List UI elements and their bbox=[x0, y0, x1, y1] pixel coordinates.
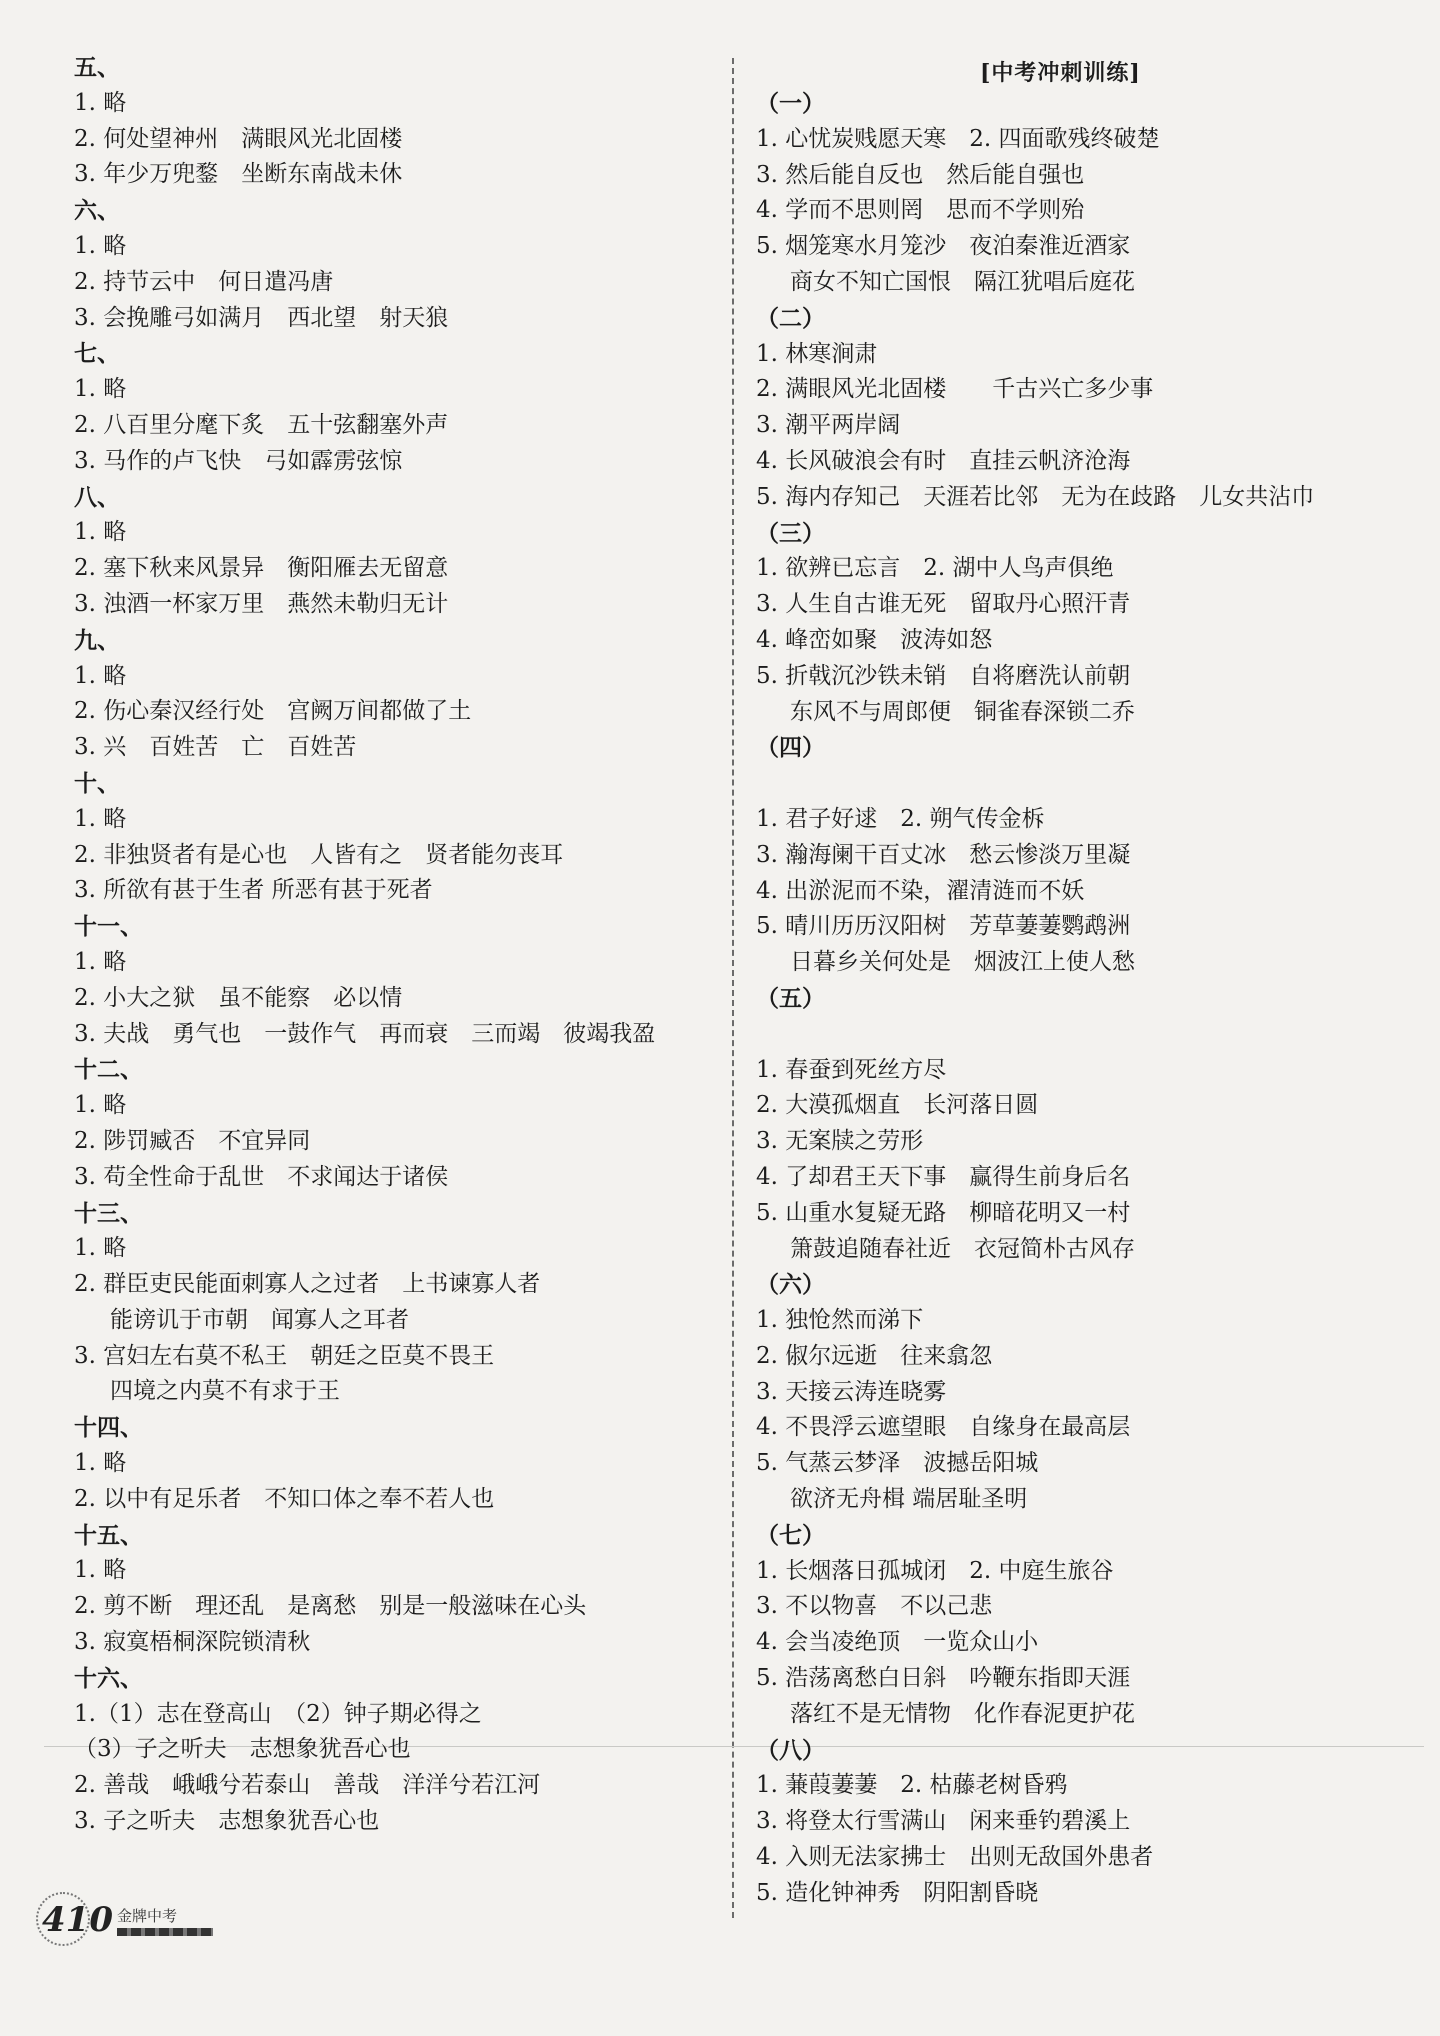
answer-line: 1. 心忧炭贱愿天寒 2. 四面歌残终破楚 bbox=[756, 125, 1160, 152]
answer-line: 4. 了却君王天下事 赢得生前身后名 bbox=[756, 1163, 1131, 1190]
blank-line bbox=[756, 1017, 1416, 1053]
answer-line: 1. 略 bbox=[74, 1092, 127, 1119]
answer-line: 1. 略 bbox=[74, 948, 127, 975]
answer-line: 3. 潮平两岸阔 bbox=[756, 412, 901, 439]
section-title: 十三、 bbox=[74, 1199, 143, 1227]
section-title: （三） bbox=[756, 519, 825, 547]
answer-line: 5. 山重水复疑无路 柳暗花明又一村 bbox=[756, 1199, 1131, 1226]
answer-line: 1. 春蚕到死丝方尽 bbox=[756, 1056, 947, 1083]
answer-line: 3. 会挽雕弓如满月 西北望 射天狼 bbox=[74, 304, 449, 331]
answer-line: 4. 学而不思则罔 思而不学则殆 bbox=[756, 197, 1085, 224]
answer-line: 3. 将登太行雪满山 闲来垂钓碧溪上 bbox=[756, 1808, 1131, 1835]
answer-line: 2. 伤心秦汉经行处 宫阙万间都做了土 bbox=[74, 698, 472, 725]
answer-line: 2. 群臣吏民能面刺寡人之过者 上书谏寡人者 bbox=[74, 1271, 541, 1298]
answer-line: 4. 会当凌绝顶 一览众山小 bbox=[756, 1629, 1039, 1656]
answer-line: 3. 瀚海阑干百丈冰 愁云惨淡万里凝 bbox=[756, 841, 1131, 868]
section-title: 十二、 bbox=[74, 1056, 143, 1084]
answer-line: 2. 善哉 峨峨兮若泰山 善哉 洋洋兮若江河 bbox=[74, 1772, 541, 1799]
section-title: （二） bbox=[756, 304, 825, 332]
answer-line: 5. 晴川历历汉阳树 芳草萋萋鹦鹉洲 bbox=[756, 913, 1131, 940]
answer-line: 1. 略 bbox=[74, 376, 127, 403]
section-title: 七、 bbox=[74, 340, 120, 368]
answer-line: 1. 林寒涧肃 bbox=[756, 340, 878, 367]
answer-line: 日暮乡关何处是 烟波江上使人愁 bbox=[790, 949, 1135, 976]
answer-line: 3. 所欲有甚于生者 所恶有甚于死者 bbox=[74, 877, 433, 904]
answer-line: 落红不是无情物 化作春泥更护花 bbox=[790, 1700, 1135, 1727]
answer-line: 4. 出淤泥而不染，濯清涟而不妖 bbox=[756, 877, 1085, 904]
answer-line: 1. 君子好逑 2. 朔气传金柝 bbox=[756, 805, 1045, 832]
column-divider bbox=[732, 58, 734, 1918]
answer-line: （3）子之听夫 志想象犹吾心也 bbox=[74, 1736, 411, 1763]
answer-line: 5. 浩荡离愁白日斜 吟鞭东指即天涯 bbox=[756, 1665, 1131, 1692]
answer-line: 5. 造化钟神秀 阴阳割昏晓 bbox=[756, 1879, 1039, 1906]
answer-line: 2. 以中有足乐者 不知口体之奉不若人也 bbox=[74, 1485, 495, 1512]
answer-line: 1.（1）志在登高山 （2）钟子期必得之 bbox=[74, 1700, 482, 1727]
answer-line: 1. 略 bbox=[74, 1450, 127, 1477]
answer-line: 3. 然后能自反也 然后能自强也 bbox=[756, 161, 1085, 188]
answer-line: 2. 非独贤者有是心也 人皆有之 贤者能勿丧耳 bbox=[74, 841, 564, 868]
page-number: 410 bbox=[42, 1900, 113, 1940]
section-title: （八） bbox=[756, 1736, 825, 1764]
answer-line: 4. 入则无法家拂士 出则无敌国外患者 bbox=[756, 1844, 1154, 1871]
answer-line: 3. 天接云涛连晓雾 bbox=[756, 1378, 947, 1405]
answer-line: 欲济无舟楫 端居耻圣明 bbox=[790, 1486, 1028, 1513]
answer-line: 5. 海内存知己 天涯若比邻 无为在歧路 儿女共沾巾 bbox=[756, 483, 1315, 510]
answer-line: 能谤讥于市朝 闻寡人之耳者 bbox=[110, 1306, 409, 1333]
section-title: 十六、 bbox=[74, 1664, 143, 1692]
answer-line: 3. 马作的卢飞快 弓如霹雳弦惊 bbox=[74, 447, 403, 474]
section-title: 五、 bbox=[74, 54, 120, 81]
answer-line: 3. 宫妇左右莫不私王 朝廷之臣莫不畏王 bbox=[74, 1342, 495, 1369]
answer-line: 4. 峰峦如聚 波涛如怒 bbox=[756, 626, 993, 653]
answer-line: 2. 何处望神州 满眼风光北固楼 bbox=[74, 125, 403, 152]
blank-line bbox=[756, 766, 1416, 802]
footer-logo bbox=[42, 1900, 213, 1940]
section-title: （七） bbox=[756, 1521, 825, 1549]
section-title: 十五、 bbox=[74, 1521, 143, 1549]
answer-line: 1. 略 bbox=[74, 662, 127, 689]
answer-line: 商女不知亡国恨 隔江犹唱后庭花 bbox=[790, 268, 1135, 295]
answer-line: 3. 年少万兜鍪 坐断东南战未休 bbox=[74, 161, 403, 188]
brand bbox=[117, 1905, 213, 1936]
answer-line: 3. 子之听夫 志想象犹吾心也 bbox=[74, 1808, 380, 1835]
answer-line: 箫鼓追随春社近 衣冠简朴古风存 bbox=[790, 1235, 1135, 1262]
right-column bbox=[756, 86, 1416, 1912]
answer-line: 4. 长风破浪会有时 直挂云帆济沧海 bbox=[756, 447, 1131, 474]
answer-line: 3. 人生自古谁无死 留取丹心照汗青 bbox=[756, 591, 1131, 618]
answer-line: 2. 俶尔远逝 往来翕忽 bbox=[756, 1342, 993, 1369]
section-title: （一） bbox=[756, 90, 825, 117]
brand-bar bbox=[117, 1928, 213, 1936]
answer-line: 1. 略 bbox=[74, 1557, 127, 1584]
answer-line: 5. 烟笼寒水月笼沙 夜泊秦淮近酒家 bbox=[756, 233, 1131, 260]
answer-line: 3. 寂寞梧桐深院锁清秋 bbox=[74, 1629, 311, 1656]
section-title: （六） bbox=[756, 1271, 825, 1299]
answer-line: 3. 夫战 勇气也 一鼓作气 再而衰 三而竭 彼竭我盈 bbox=[74, 1020, 656, 1047]
left-column bbox=[74, 50, 714, 1840]
answer-line: 1. 略 bbox=[74, 519, 127, 546]
answer-line: 1. 独怆然而涕下 bbox=[756, 1307, 924, 1334]
answer-line: 2. 八百里分麾下炙 五十弦翻塞外声 bbox=[74, 411, 449, 438]
answer-line: 1. 略 bbox=[74, 232, 127, 259]
gear-icon bbox=[36, 1892, 90, 1946]
section-title: 十四、 bbox=[74, 1414, 143, 1442]
section-title: （五） bbox=[756, 984, 825, 1012]
header-tag: [中考冲刺训练] bbox=[980, 60, 1141, 86]
answer-line: 5. 气蒸云梦泽 波撼岳阳城 bbox=[756, 1450, 1039, 1477]
section-title: （四） bbox=[756, 734, 825, 762]
section-title: 十一、 bbox=[74, 913, 143, 941]
answer-line: 2. 小大之狱 虽不能察 必以情 bbox=[74, 984, 403, 1011]
answer-line: 2. 剪不断 理还乱 是离愁 别是一般滋味在心头 bbox=[74, 1593, 587, 1620]
answer-line: 1. 略 bbox=[74, 1235, 127, 1262]
answer-line: 四境之内莫不有求于王 bbox=[110, 1378, 340, 1405]
answer-line: 2. 塞下秋来风景异 衡阳雁去无留意 bbox=[74, 555, 449, 582]
answer-line: 3. 浊酒一杯家万里 燕然未勒归无计 bbox=[74, 590, 449, 617]
section-title: 九、 bbox=[74, 626, 120, 654]
answer-line: 5. 折戟沉沙铁未销 自将磨洗认前朝 bbox=[756, 662, 1131, 689]
answer-line: 1. 欲辨已忘言 2. 湖中人鸟声俱绝 bbox=[756, 555, 1114, 582]
answer-line: 3. 不以物喜 不以己悲 bbox=[756, 1593, 993, 1620]
answer-line: 3. 无案牍之劳形 bbox=[756, 1128, 924, 1155]
answer-line: 2. 陟罚臧否 不宜异同 bbox=[74, 1127, 311, 1154]
section-title: 十、 bbox=[74, 769, 120, 797]
answer-line: 东风不与周郎便 铜雀春深锁二乔 bbox=[790, 698, 1135, 725]
answer-line: 3. 苟全性命于乱世 不求闻达于诸侯 bbox=[74, 1163, 449, 1190]
answer-line: 2. 大漠孤烟直 长河落日圆 bbox=[756, 1092, 1039, 1119]
answer-line: 1. 长烟落日孤城闭 2. 中庭生旅谷 bbox=[756, 1557, 1114, 1584]
section-title: 六、 bbox=[74, 197, 120, 225]
answer-line: 1. 蒹葭萋萋 2. 枯藤老树昏鸦 bbox=[756, 1772, 1068, 1799]
answer-line: 2. 持节云中 何日遣冯唐 bbox=[74, 268, 334, 295]
answer-line: 1. 略 bbox=[74, 805, 127, 832]
answer-line: 4. 不畏浮云遮望眼 自缘身在最高层 bbox=[756, 1414, 1131, 1441]
brand-text: 金牌中考 bbox=[116, 1907, 177, 1925]
answer-line: 2. 满眼风光北固楼 千古兴亡多少事 bbox=[756, 376, 1154, 403]
answer-line: 1. 略 bbox=[74, 89, 127, 116]
answer-line: 3. 兴 百姓苦 亡 百姓苦 bbox=[74, 734, 357, 761]
section-title: 八、 bbox=[74, 483, 120, 511]
